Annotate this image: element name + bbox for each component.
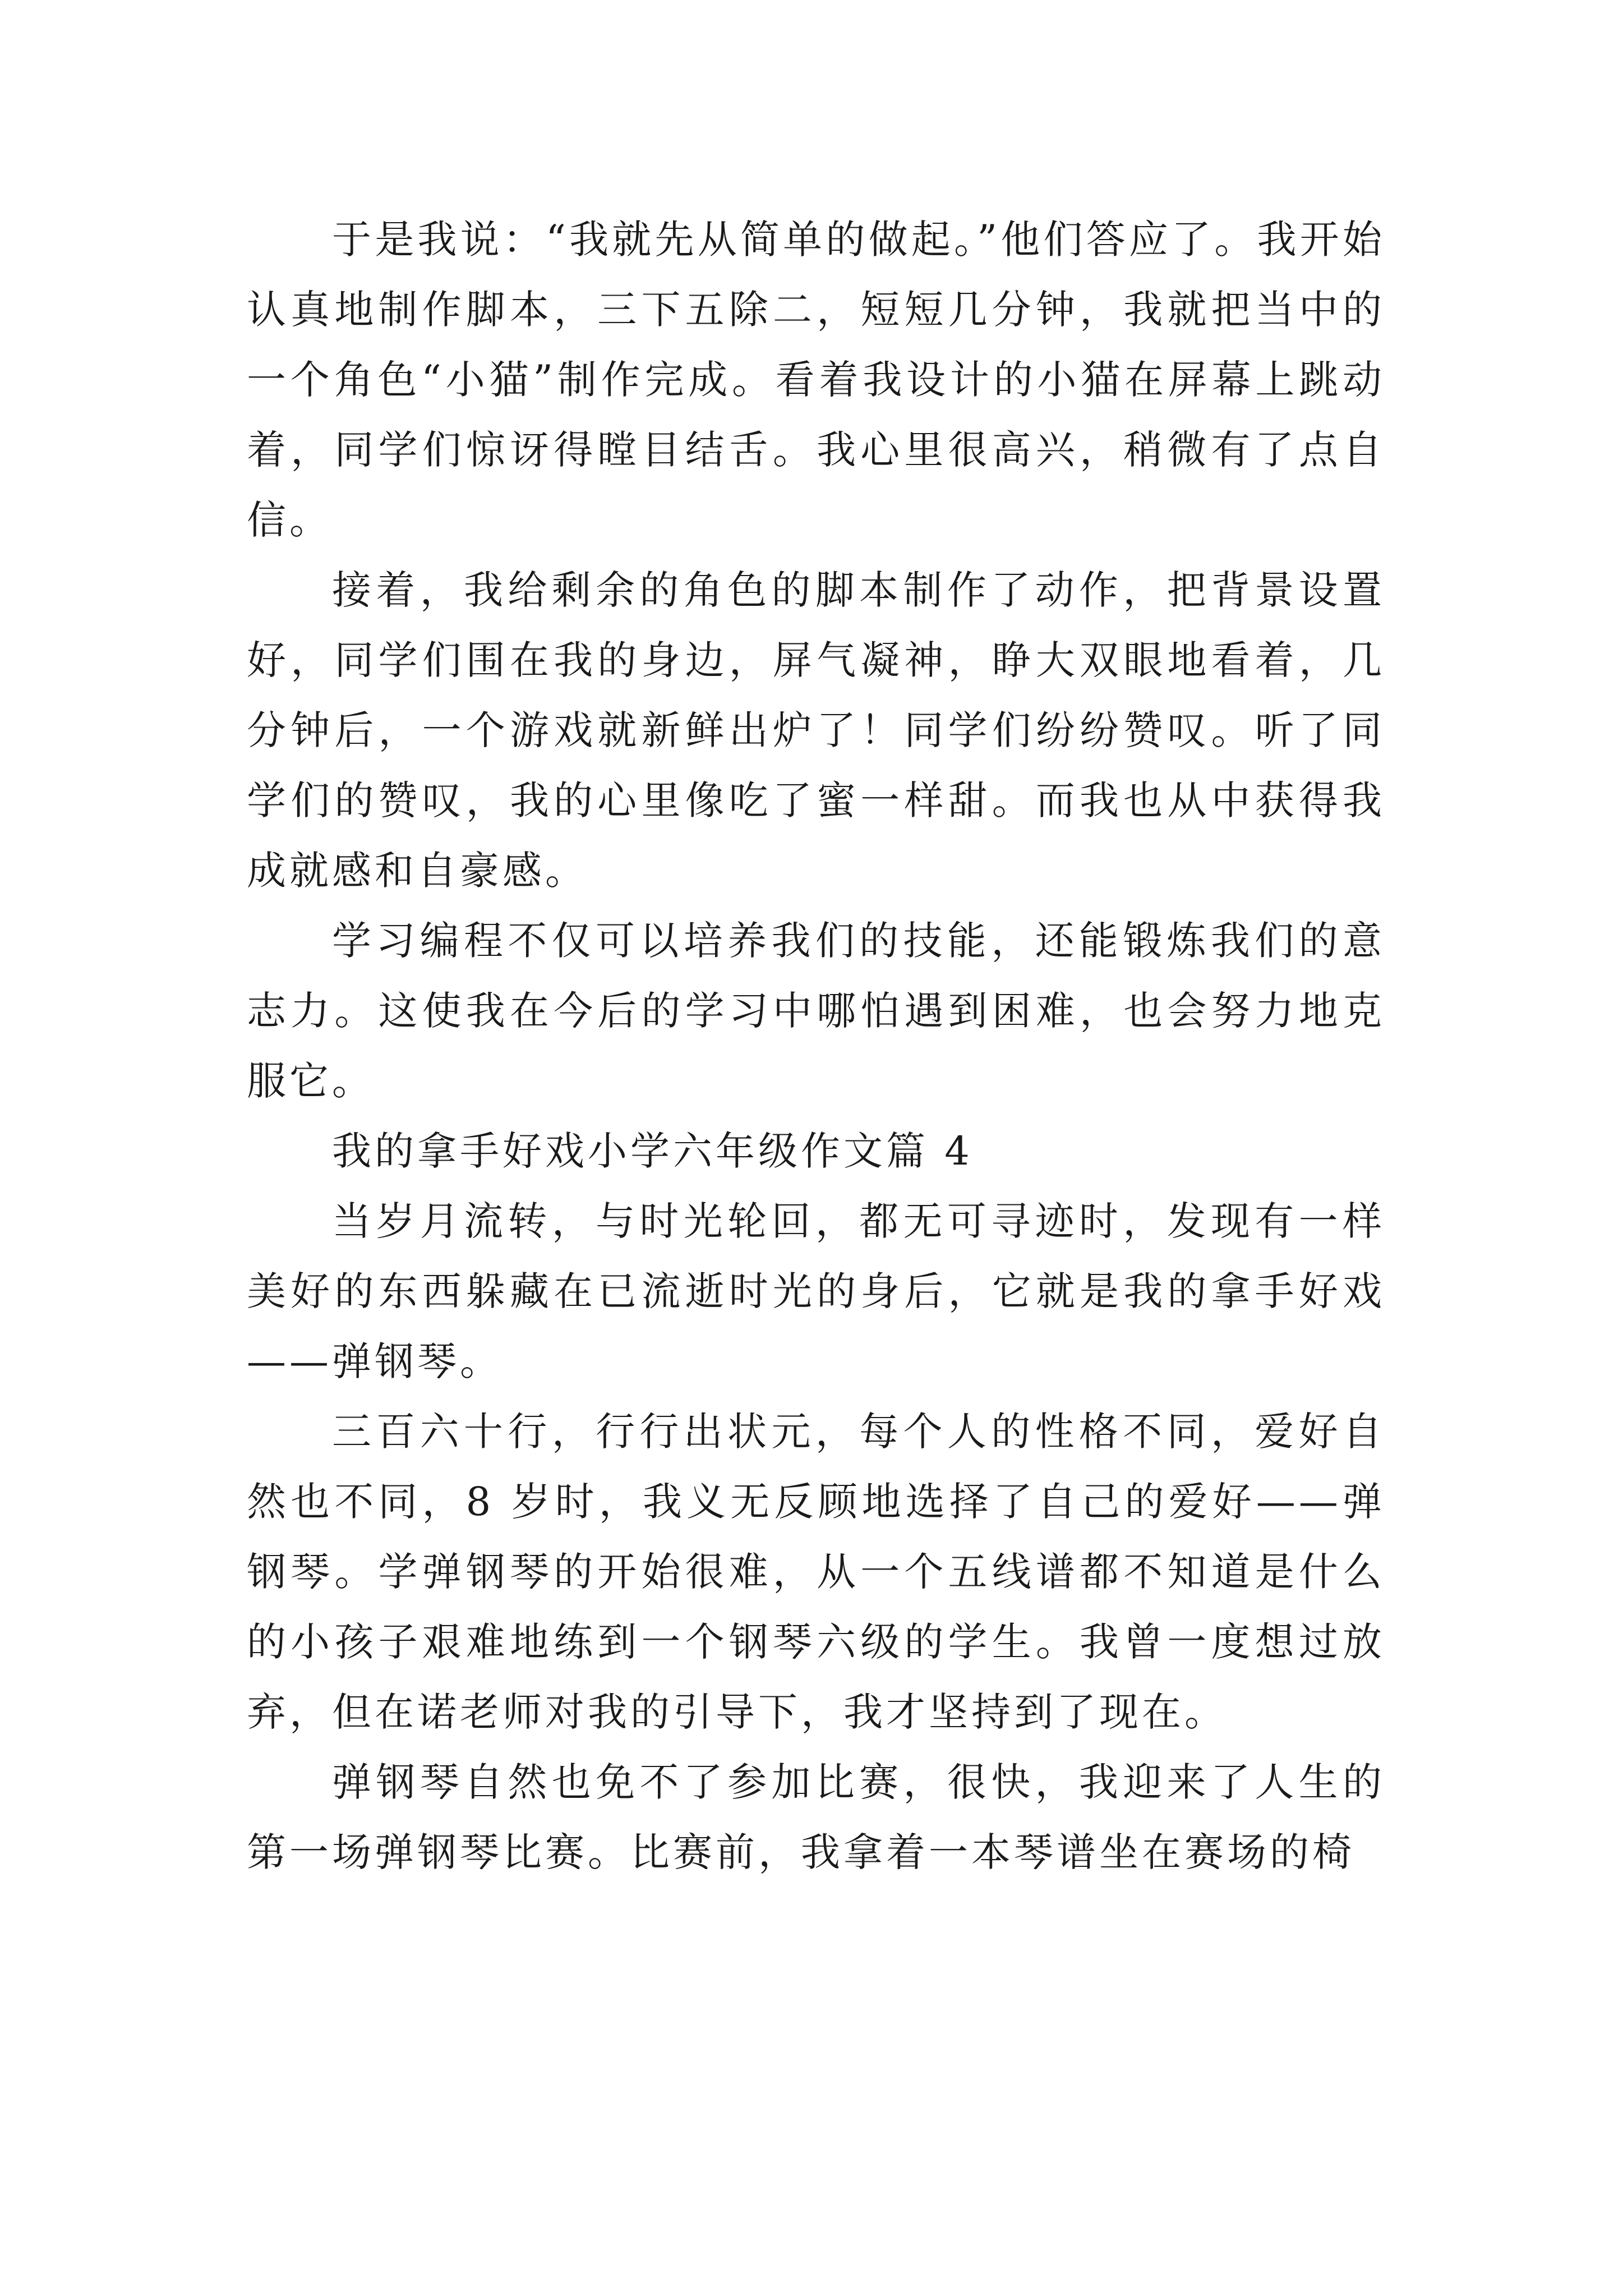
paragraph: 三百六十行，行行出状元，每个人的性格不同，爱好自然也不同，8 岁时，我义无反顾地选择了自己的爱好——弹钢琴。学弹钢琴的开始很难，从一个五线谱都不知道是什么的小孩子艰难地练到一个钢琴六级的学生。我曾一度想过放弃，但在诺老师对我的引导下，我才坚持到了现在。: [247, 1409, 1385, 1735]
paragraph: 于是我说：“我就先从简单的做起。”他们答应了。我开始认真地制作脚本，三下五除二，短短几分钟，我就把当中的一个角色“小猫”制作完成。看着我设计的小猫在屏幕上跳动着，同学们惊讶得瞠目结舌。我心里很高兴，稍微有了点自信。: [247, 217, 1385, 543]
document-body: [247, 205, 1385, 1888]
paragraph: 当岁月流转，与时光轮回，都无可寻迹时，发现有一样美好的东西躲藏在已流逝时光的身后，它就是我的拿手好戏——弹钢琴。: [247, 1198, 1385, 1384]
paragraph: 弹钢琴自然也免不了参加比赛，很快，我迎来了人生的第一场弹钢琴比赛。比赛前，我拿着一本琴谱坐在赛场的椅: [247, 1759, 1385, 1875]
paragraph: 接着，我给剩余的角色的脚本制作了动作，把背景设置好，同学们围在我的身边，屏气凝神，睁大双眼地看着，几分钟后，一个游戏就新鲜出炉了！同学们纷纷赞叹。听了同学们的赞叹，我的心里像吃了蜜一样甜。而我也从中获得我成就感和自豪感。: [247, 567, 1385, 894]
paragraph: 学习编程不仅可以培养我们的技能，还能锻炼我们的意志力。这使我在今后的学习中哪怕遇到困难，也会努力地克服它。: [247, 918, 1385, 1104]
section-title: 我的拿手好戏小学六年级作文篇 4: [332, 1128, 973, 1174]
